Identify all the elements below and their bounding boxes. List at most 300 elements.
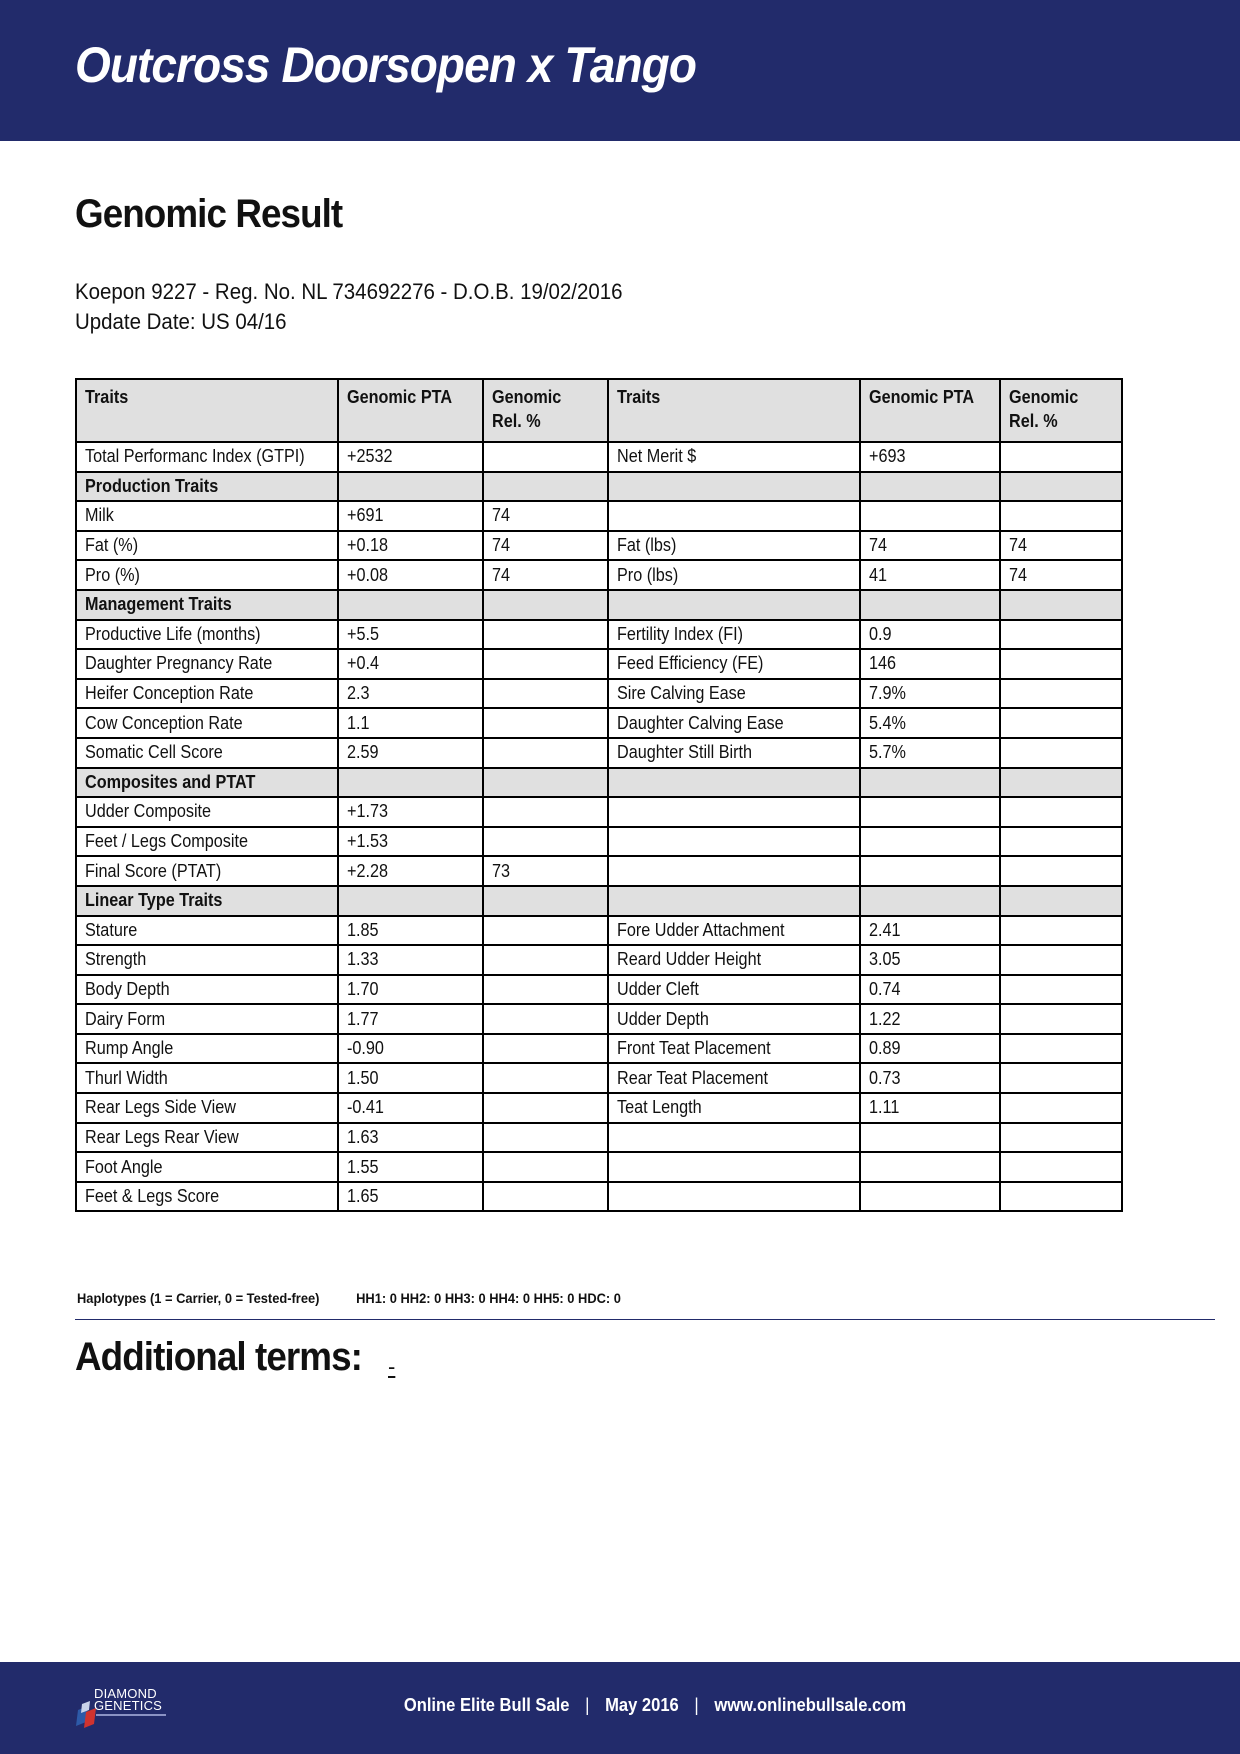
table-cell-text: 2.3 [347,683,370,704]
table-row [76,1182,1122,1212]
table-cell [76,1063,338,1093]
table-cell [1000,827,1122,857]
section-row [76,590,1122,620]
table-cell [860,1034,1000,1064]
column-header-text: Genomic Rel. % [492,387,562,431]
table-cell [1000,886,1122,916]
table-cell [338,531,483,561]
column-header-text: Genomic Rel. % [1009,387,1079,431]
table-cell-text: Somatic Cell Score [85,742,223,763]
footer-date: May 2016 [605,1695,679,1715]
table-cell [608,501,860,531]
table-cell-text: +0.08 [347,564,389,585]
table-cell [338,1182,483,1212]
footer-separator: | [585,1695,590,1715]
table-cell-text: Daughter Calving Ease [617,712,784,733]
table-cell-text: Rear Legs Side View [85,1097,236,1118]
table-cell [608,590,860,620]
table-cell [76,531,338,561]
table-cell [608,1093,860,1123]
page-title: Outcross Doorsopen x Tango [75,37,697,93]
table-cell-text: 1.1 [347,712,370,733]
table-cell-text: Front Teat Placement [617,1038,771,1059]
table-cell [1000,1152,1122,1182]
table-cell-text: Sire Calving Ease [617,683,746,704]
table-cell-text: +693 [869,446,906,467]
page-footer [0,1662,1240,1754]
table-cell [483,442,608,472]
table-cell [338,442,483,472]
table-cell [1000,708,1122,738]
table-cell [608,768,860,798]
table-cell [608,649,860,679]
table-cell [338,827,483,857]
table-cell [608,827,860,857]
table-cell [608,945,860,975]
table-cell-text: Teat Length [617,1097,702,1118]
table-cell-text: 1.85 [347,919,379,940]
table-row [76,442,1122,472]
table-cell [338,738,483,768]
table-cell [338,590,483,620]
table-cell-text: 1.77 [347,1008,379,1029]
table-cell-text: Thurl Width [85,1067,168,1088]
column-header [338,379,483,442]
section-row [76,886,1122,916]
table-row [76,560,1122,590]
table-cell [338,797,483,827]
table-cell [1000,738,1122,768]
divider [75,1319,1215,1320]
table-cell [338,679,483,709]
table-cell-text: +2532 [347,446,393,467]
column-header-text: Traits [617,387,661,407]
footer-text [0,1695,1240,1716]
table-cell-text: +0.4 [347,653,380,674]
table-cell [860,856,1000,886]
table-cell-text: Cow Conception Rate [85,712,243,733]
table-cell [338,620,483,650]
table-cell [76,501,338,531]
table-cell [483,708,608,738]
table-cell [76,768,338,798]
table-cell [860,708,1000,738]
table-cell [1000,501,1122,531]
table-cell [76,1123,338,1153]
table-cell-text: 1.50 [347,1067,379,1088]
table-cell [483,738,608,768]
table-cell-text: Feet / Legs Composite [85,831,248,852]
table-cell-text: Fat (%) [85,535,139,556]
table-cell [860,797,1000,827]
table-cell-text: 0.89 [869,1038,901,1059]
table-cell-text: 7.9% [869,683,907,704]
table-cell-text: Udder Cleft [617,978,700,999]
column-header-text: Genomic PTA [869,387,975,407]
table-row [76,1152,1122,1182]
footer-url[interactable]: www.onlinebullsale.com [714,1695,907,1715]
table-cell-text: 1.33 [347,949,379,970]
table-cell [76,827,338,857]
table-cell-text: -0.90 [347,1038,385,1059]
table-cell [608,1123,860,1153]
table-cell [608,975,860,1005]
table-cell-text: 1.63 [347,1126,379,1147]
table-cell [608,620,860,650]
haplotypes-values: HH1: 0 HH2: 0 HH3: 0 HH4: 0 HH5: 0 HDC: 0 [356,1290,621,1306]
table-cell [860,472,1000,502]
table-cell-text: Udder Composite [85,801,212,822]
table-cell [608,531,860,561]
table-cell-text: Feet & Legs Score [85,1186,220,1207]
table-cell [860,945,1000,975]
table-cell-text: 5.7% [869,742,907,763]
table-cell [76,472,338,502]
table-cell-text: 0.74 [869,978,901,999]
column-header-text: Traits [85,387,129,407]
table-cell-text: Pro (lbs) [617,564,679,585]
table-cell [860,886,1000,916]
table-cell [608,679,860,709]
table-cell [76,738,338,768]
table-cell [338,649,483,679]
table-cell [860,1152,1000,1182]
table-cell [483,1063,608,1093]
table-row [76,649,1122,679]
table-cell [483,797,608,827]
table-cell-text: 2.41 [869,919,901,940]
table-cell [860,975,1000,1005]
table-cell [1000,620,1122,650]
table-cell-text: Final Score (PTAT) [85,860,222,881]
table-cell [1000,1123,1122,1153]
logo-line2: GENETICS [94,1698,163,1713]
table-cell-text: Strength [85,949,147,970]
table-row [76,1123,1122,1153]
table-cell-text: Total Performanc Index (GTPI) [85,446,305,467]
table-row [76,1034,1122,1064]
table-cell [483,472,608,502]
table-cell [76,886,338,916]
table-cell [1000,1034,1122,1064]
table-cell-text: 41 [869,564,888,585]
table-cell-text: 3.05 [869,949,901,970]
table-cell [860,560,1000,590]
table-cell [76,1034,338,1064]
table-cell [483,856,608,886]
table-row [76,708,1122,738]
table-cell [338,1004,483,1034]
section-row [76,472,1122,502]
table-cell [483,1152,608,1182]
table-cell [1000,1004,1122,1034]
table-cell [860,679,1000,709]
table-cell [338,1034,483,1064]
table-cell-text: +2.28 [347,860,389,881]
table-cell-text: Production Traits [85,475,219,496]
section-row [76,768,1122,798]
table-cell [483,827,608,857]
column-header [483,379,608,442]
table-cell [1000,945,1122,975]
table-cell-text: Linear Type Traits [85,890,223,911]
table-cell [483,975,608,1005]
table-cell-text: Daughter Pregnancy Rate [85,653,273,674]
table-row [76,975,1122,1005]
table-cell-text: +1.53 [347,831,389,852]
table-cell [860,531,1000,561]
table-cell-text: 74 [1009,564,1028,585]
table-cell-text: Fertility Index (FI) [617,623,744,644]
footer-separator: | [694,1695,699,1715]
table-cell-text: Management Traits [85,594,232,615]
table-cell [1000,1093,1122,1123]
table-cell [608,797,860,827]
table-cell [483,1004,608,1034]
table-cell [338,501,483,531]
table-cell-text: +1.73 [347,801,389,822]
table-cell [338,1063,483,1093]
column-header [608,379,860,442]
table-cell [608,1004,860,1034]
table-cell [608,1152,860,1182]
table-cell-text: Pro (%) [85,564,140,585]
haplotypes-line [77,1290,621,1306]
table-cell-text: 1.22 [869,1008,901,1029]
table-cell [860,827,1000,857]
table-cell [860,738,1000,768]
table-cell [483,1123,608,1153]
table-cell-text: Rump Angle [85,1038,174,1059]
table-cell-text: +5.5 [347,623,380,644]
table-cell [860,768,1000,798]
table-cell [860,1004,1000,1034]
additional-terms-value: - [388,1354,396,1379]
table-cell [1000,797,1122,827]
table-cell [608,916,860,946]
page-header [0,0,1240,141]
table-cell [860,620,1000,650]
table-cell [483,679,608,709]
table-cell [338,975,483,1005]
table-cell-text: 74 [492,535,511,556]
table-cell [483,768,608,798]
table-cell [483,1034,608,1064]
table-cell-text: Dairy Form [85,1008,166,1029]
table-cell [608,856,860,886]
table-row [76,501,1122,531]
table-cell-text: -0.41 [347,1097,385,1118]
table-cell-text: Rear Legs Rear View [85,1126,239,1147]
table-cell-text: 5.4% [869,712,907,733]
table-row [76,1093,1122,1123]
table-cell [76,442,338,472]
table-cell [1000,590,1122,620]
table-cell-text: Productive Life (months) [85,623,261,644]
table-cell-text: Stature [85,919,138,940]
table-row [76,531,1122,561]
table-cell [860,649,1000,679]
table-cell-text: +691 [347,505,384,526]
table-cell [76,975,338,1005]
table-cell [1000,1063,1122,1093]
table-cell-text: 73 [492,860,511,881]
table-cell-text: Foot Angle [85,1156,163,1177]
table-cell [338,856,483,886]
table-cell-text: 74 [492,564,511,585]
table-cell [1000,649,1122,679]
update-date: Update Date: US 04/16 [75,309,287,334]
table-cell [483,1093,608,1123]
table-cell [76,1004,338,1034]
table-cell [1000,916,1122,946]
table-cell-text: 2.59 [347,742,379,763]
table-cell [76,1152,338,1182]
table-cell [76,1182,338,1212]
table-cell [860,501,1000,531]
table-cell [76,708,338,738]
table-cell-text: 1.65 [347,1186,379,1207]
table-cell [608,560,860,590]
table-cell-text: +0.18 [347,535,389,556]
table-row [76,679,1122,709]
table-cell-text: Heifer Conception Rate [85,683,254,704]
table-cell [1000,975,1122,1005]
table-cell [76,945,338,975]
column-header [860,379,1000,442]
table-cell-text: Daughter Still Birth [617,742,753,763]
table-cell [338,1152,483,1182]
table-cell [860,442,1000,472]
table-cell-text: Fore Udder Attachment [617,919,785,940]
table-cell [608,708,860,738]
table-cell [608,472,860,502]
table-cell [338,768,483,798]
table-cell [338,560,483,590]
logo-line1: DIAMOND [94,1686,157,1701]
haplotypes-label: Haplotypes (1 = Carrier, 0 = Tested-free) [77,1290,320,1306]
table-cell-text: 74 [869,535,888,556]
table-cell-text: Body Depth [85,978,170,999]
table-cell [76,590,338,620]
table-cell [483,886,608,916]
table-cell-text: 146 [869,653,897,674]
table-header-row [76,379,1122,442]
additional-terms-label: Additional terms: [75,1335,362,1379]
table-cell-text: 74 [1009,535,1028,556]
table-cell-text: 74 [492,505,511,526]
table-cell [483,945,608,975]
table-cell [608,1182,860,1212]
table-cell-text: Composites and PTAT [85,771,256,792]
table-cell-text: 1.11 [869,1097,900,1118]
table-cell-text: 0.9 [869,623,892,644]
table-cell [1000,1182,1122,1212]
table-cell-text: 0.73 [869,1067,901,1088]
table-cell [483,531,608,561]
table-row [76,738,1122,768]
table-cell [338,1093,483,1123]
table-cell [76,620,338,650]
table-cell [76,1093,338,1123]
table-cell [860,916,1000,946]
table-cell [608,1063,860,1093]
table-cell [608,1034,860,1064]
table-cell [1000,560,1122,590]
table-cell [76,649,338,679]
table-cell [483,1182,608,1212]
table-cell [608,738,860,768]
table-cell-text: Udder Depth [617,1008,709,1029]
table-row [76,916,1122,946]
table-cell [483,590,608,620]
table-cell [860,1063,1000,1093]
table-cell [338,945,483,975]
table-row [76,1063,1122,1093]
table-cell [338,1123,483,1153]
table-cell [860,1093,1000,1123]
table-cell [860,590,1000,620]
table-cell [1000,679,1122,709]
table-cell [1000,442,1122,472]
table-cell [338,472,483,502]
column-header-text: Genomic PTA [347,387,453,407]
animal-info: Koepon 9227 - Reg. No. NL 734692276 - D.O.B. 19/02/2016 [75,279,623,304]
table-cell [76,797,338,827]
table-cell [483,501,608,531]
table-cell-text: 1.70 [347,978,379,999]
genomic-results-table [75,378,1123,1212]
table-cell [483,620,608,650]
column-header [76,379,338,442]
table-cell-text: Rear Teat Placement [617,1067,769,1088]
table-cell [76,856,338,886]
table-cell [860,1182,1000,1212]
table-cell-text: Milk [85,505,114,526]
table-cell [608,886,860,916]
table-cell [338,886,483,916]
table-cell [483,916,608,946]
table-cell [76,679,338,709]
table-cell [76,916,338,946]
table-row [76,827,1122,857]
footer-event: Online Elite Bull Sale [403,1695,570,1715]
table-cell [338,916,483,946]
table-row [76,620,1122,650]
table-cell [608,442,860,472]
table-cell [1000,768,1122,798]
table-cell [76,560,338,590]
table-cell-text: 1.55 [347,1156,379,1177]
table-row [76,1004,1122,1034]
table-cell [1000,856,1122,886]
table-cell [1000,531,1122,561]
table-cell [483,649,608,679]
table-cell-text: Net Merit $ [617,446,697,467]
table-row [76,856,1122,886]
table-cell-text: Reard Udder Height [617,949,762,970]
table-cell [483,560,608,590]
table-cell-text: Feed Efficiency (FE) [617,653,764,674]
table-cell-text: Fat (lbs) [617,535,677,556]
column-header [1000,379,1122,442]
table-cell [338,708,483,738]
section-title: Genomic Result [75,192,343,236]
table-row [76,945,1122,975]
table-cell [1000,472,1122,502]
table-cell [860,1123,1000,1153]
table-row [76,797,1122,827]
